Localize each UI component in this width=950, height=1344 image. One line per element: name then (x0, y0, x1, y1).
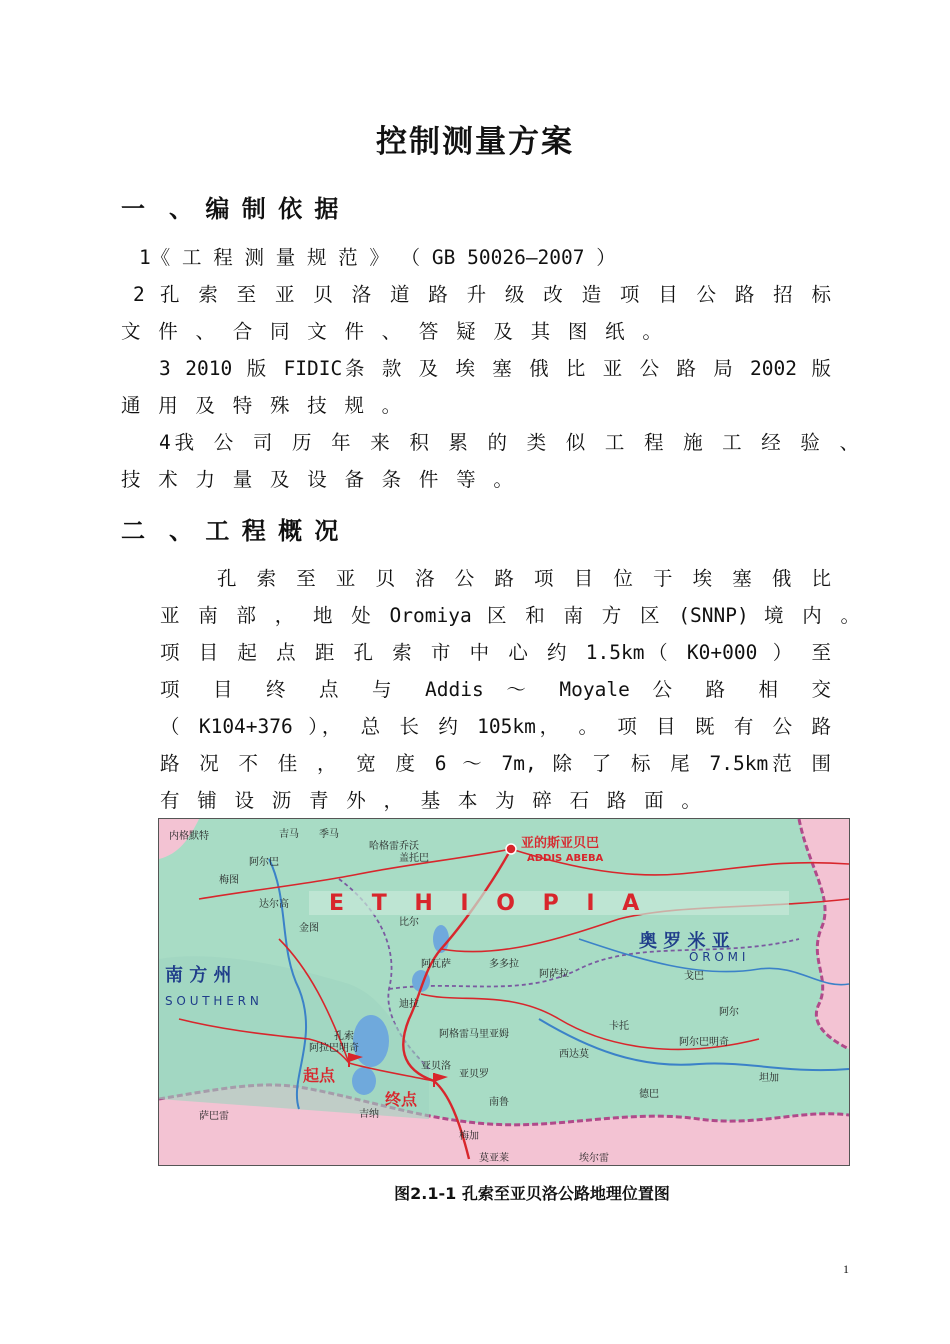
place-label: 萨巴雷 (199, 1111, 229, 1122)
place-label: 哈格雷乔沃 (369, 841, 419, 852)
basis-line-5: 通 用 及 特 殊 技 规 。 (121, 394, 402, 417)
overview-line-2: 亚 南 部 ， 地 处 Oromiya 区 和 南 方 区 (SNNP) 境 内 。 (160, 604, 860, 627)
place-label: 坦加 (759, 1073, 779, 1084)
country-label: E T H I O P I A (329, 891, 650, 916)
capital-marker (506, 844, 516, 854)
map-canvas (159, 819, 849, 1165)
place-label: 孔索 (334, 1031, 354, 1042)
place-label: 阿尔巴 (249, 857, 279, 868)
place-label: 梅加 (459, 1131, 479, 1142)
overview-line-1: 孔 索 至 亚 贝 洛 公 路 项 目 位 于 埃 塞 俄 比 (217, 567, 831, 590)
page-title: 控制测量方案 (376, 124, 574, 160)
place-label: 阿尔巴明奇 (679, 1037, 729, 1048)
place-label: 南鲁 (489, 1097, 509, 1108)
place-label: 戈巴 (684, 971, 704, 982)
place-label: 金图 (299, 923, 319, 934)
place-label: 梅图 (219, 875, 239, 886)
place-label: 卡托 (609, 1021, 629, 1032)
basis-line-2: 2 孔 索 至 亚 贝 洛 道 路 升 级 改 造 项 目 公 路 招 标 (133, 283, 831, 306)
overview-line-5: （ K104+376 ）， 总 长 约 105km， 。 项 目 既 有 公 路 (160, 715, 831, 738)
place-label: 莫亚莱 (479, 1153, 509, 1164)
capital-label: 亚的斯亚贝巴 (521, 836, 600, 851)
place-label: 德巴 (639, 1089, 659, 1100)
start-label: 起点 (303, 1066, 336, 1085)
place-label: 埃尔雷 (579, 1153, 609, 1164)
place-label: 吉马 (279, 829, 299, 840)
capital-label-en: ADDIS ABEBA (527, 853, 604, 864)
place-label: 阿萨拉 (539, 969, 569, 980)
place-label: 吉纳 (359, 1109, 379, 1120)
place-label: 阿拉巴明奇 (309, 1043, 359, 1054)
basis-line-1: 1《 工 程 测 量 规 范 》 （ GB 50026—2007 ） (139, 246, 616, 269)
basis-line-4: 3 2010 版 FIDIC条 款 及 埃 塞 俄 比 亚 公 路 局 2002 版 (159, 357, 831, 380)
place-label: 达尔高 (259, 899, 289, 910)
region2-label-en: O R O M I (689, 950, 746, 964)
place-label: 亚贝洛 (421, 1061, 451, 1072)
place-label: 比尔 (399, 917, 419, 928)
basis-line-3: 文 件 、 合 同 文 件 、 答 疑 及 其 图 纸 。 (121, 320, 662, 343)
basis-line-7: 技 术 力 量 及 设 备 条 件 等 。 (121, 468, 513, 491)
region-label-en: S O U T H E R N (165, 994, 259, 1008)
figure-caption: 图2.1-1 孔索至亚贝洛公路地理位置图 (394, 1184, 670, 1203)
location-map (158, 818, 850, 1166)
place-label: 阿瓦萨 (421, 959, 451, 970)
end-label: 终点 (385, 1090, 418, 1109)
section-heading-1: 一 、 编 制 依 据 (121, 195, 339, 223)
place-label: 内格默特 (169, 831, 209, 842)
page-number: 1 (843, 1262, 849, 1276)
overview-line-7: 有 铺 设 沥 青 外 ， 基 本 为 碎 石 路 面 。 (160, 789, 701, 812)
region-label-cn: 南 方 州 (165, 965, 232, 986)
place-label: 亚贝罗 (459, 1069, 489, 1080)
place-label: 迪拉 (399, 999, 419, 1010)
place-label: 阿格雷马里亚姆 (439, 1029, 509, 1040)
overview-line-4: 项 目 终 点 与 Addis ～ Moyale 公 路 相 交 (160, 678, 831, 701)
place-label: 多多拉 (489, 959, 519, 970)
basis-line-6: 4我 公 司 历 年 来 积 累 的 类 似 工 程 施 工 经 验 、 (159, 431, 859, 454)
place-label: 季马 (319, 829, 339, 840)
region2-label-cn: 奥 罗 米 亚 (639, 931, 730, 952)
section-heading-2: 二 、 工 程 概 况 (121, 517, 339, 545)
place-label: 西达莫 (559, 1049, 589, 1060)
overview-line-3: 项 目 起 点 距 孔 索 市 中 心 约 1.5km（ K0+000 ） 至 (160, 641, 831, 664)
place-label: 盖托巴 (399, 853, 429, 864)
lake-chamo (352, 1067, 376, 1095)
lake-abaya (353, 1015, 389, 1067)
overview-line-6: 路 况 不 佳 ， 宽 度 6 ～ 7m, 除 了 标 尾 7.5km范 围 (160, 752, 831, 775)
place-label: 阿尔 (719, 1007, 739, 1018)
